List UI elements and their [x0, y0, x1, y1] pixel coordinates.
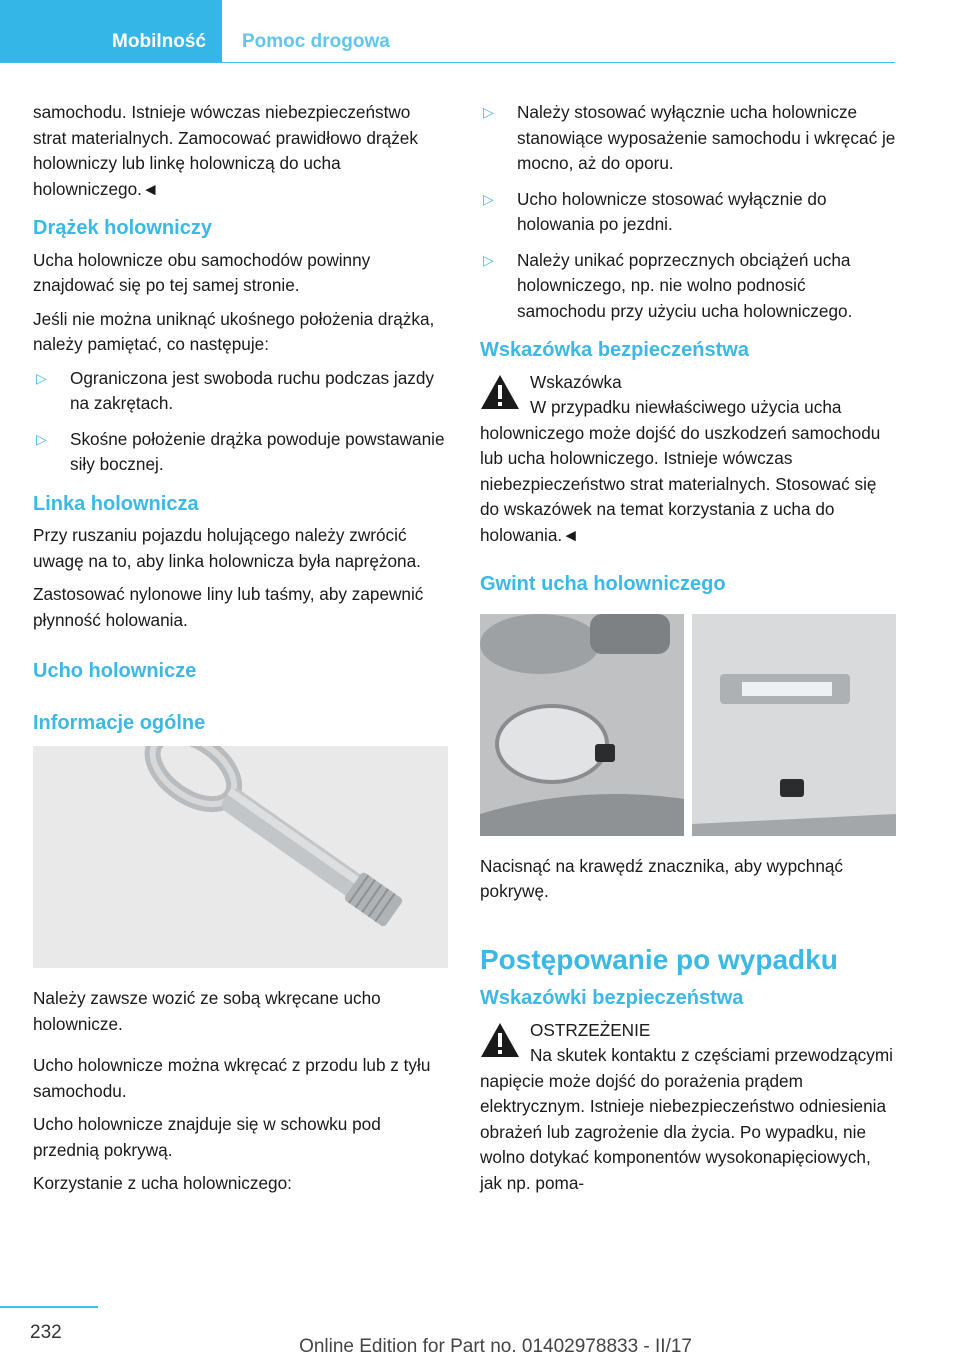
warning-text: Na skutek kontaktu z częściami przewodzącymi napięcie może dojść do porażenia prądem elektrycznym. Istnieje niebezpieczeństwo odniesienia obrażeń lub zagrożenie dla życia. Po wypadku, nie wolno dotykać komponentów wysokonapięciowych, jak np. poma- [480, 1045, 893, 1193]
paragraph: Korzystanie z ucha holowniczego: [33, 1173, 292, 1193]
heading-gwint: Gwint ucha holowniczego [480, 573, 726, 595]
page-header [0, 0, 960, 62]
heading-drazek: Drążek holowniczy [33, 217, 212, 239]
triangle-bullet-icon: ▷ [483, 190, 494, 207]
page-number: 232 [30, 1322, 62, 1343]
list-item: ▷ Skośne położenie drążka powoduje powstawanie siły bocznej. [36, 428, 445, 474]
edition-note: Online Edition for Part no. 01402978833 - II/17 [299, 1336, 692, 1357]
warning-triangle-icon [480, 1022, 520, 1058]
list-item: ▷ Ograniczona jest swoboda ruchu podczas jazdy na zakrętach. [36, 367, 435, 413]
triangle-bullet-icon: ▷ [36, 430, 47, 447]
tow-eye-image [33, 746, 448, 968]
paragraph: Należy zawsze wozić ze sobą wkręcane ucho holownicze. [33, 988, 381, 1034]
footer-rule [0, 1306, 98, 1308]
heading-linka: Linka holownicza [33, 492, 199, 515]
triangle-bullet-icon: ▷ [483, 251, 494, 268]
warning-title: Wskazówka [530, 371, 622, 392]
warning-block [480, 370, 896, 396]
car-bumper-image [480, 614, 896, 836]
bullet-list [33, 366, 448, 478]
warning-triangle-icon [480, 374, 520, 410]
paragraph: Jeśli nie można uniknąć ukośnego położenia drążka, należy pamiętać, co następuje: [33, 308, 435, 354]
list-item: ▷ Należy stosować wyłącznie ucha holownicze stanowiące wyposażenie samochodu i wkręcać je mocno, aż do oporu. [483, 102, 896, 173]
section-tab [0, 0, 222, 62]
paragraph: Nacisnąć na krawędź znacznika, aby wypchnąć pokrywę. [480, 855, 844, 901]
warning-title: OSTRZEŻENIE [530, 1019, 651, 1040]
subsection-label: Pomoc drogowa [242, 31, 390, 52]
paragraph: Przy ruszaniu pojazdu holującego należy zwrócić uwagę na to, aby linka holownicza była naprężona. [33, 525, 421, 571]
left-column [33, 100, 448, 1205]
heading-info: Informacje ogólne [33, 711, 206, 734]
triangle-bullet-icon: ▷ [483, 104, 494, 120]
heading-postepowanie: Postępowanie po wypadku [480, 943, 838, 975]
paragraph: Zastosować nylonowe liny lub taśmy, aby zapewnić płynność holowania. [33, 584, 424, 630]
paragraph: Ucho holownicze znajduje się w schowku pod przednią pokrywą. [33, 1114, 381, 1160]
heading-ucho: Ucho holownicze [33, 660, 197, 682]
section-label: Mobilność [112, 31, 206, 52]
heading-wskazowka: Wskazówka bezpieczeństwa [480, 339, 749, 361]
warning-block [480, 1018, 896, 1044]
heading-wskazowki: Wskazówki bezpieczeństwa [480, 987, 744, 1009]
triangle-bullet-icon: ▷ [36, 369, 47, 386]
list-item: ▷ Ucho holownicze stosować wyłącznie do holowania po jezdni. [483, 188, 827, 234]
intro-text: samochodu. Istnieje wówczas niebezpieczeństwo strat materialnych. Zamocować prawidłowo drążek holowniczy lub linkę holowniczą do ucha holowniczego.◄ [33, 102, 418, 199]
list-item: ▷ Należy unikać poprzecznych obciążeń ucha holowniczego, np. nie wolno podnosić samochodu przy użyciu ucha holowniczego. [483, 249, 853, 321]
paragraph: Ucho holownicze można wkręcać z przodu lub z tyłu samochodu. [33, 1055, 431, 1101]
paragraph: Ucha holownicze obu samochodów powinny znajdować się po tej samej stronie. [33, 249, 371, 295]
warning-text: W przypadku niewłaściwego użycia ucha holowniczego może dojść do uszkodzeń samochodu lub ucha holowniczego. Istnieje wówczas niebezpieczeństwo strat materialnych. Stosować się do wskazówek na temat korzystania z ucha do holowania.◄ [480, 397, 881, 545]
bullet-list [480, 100, 896, 324]
right-column [480, 100, 896, 1204]
